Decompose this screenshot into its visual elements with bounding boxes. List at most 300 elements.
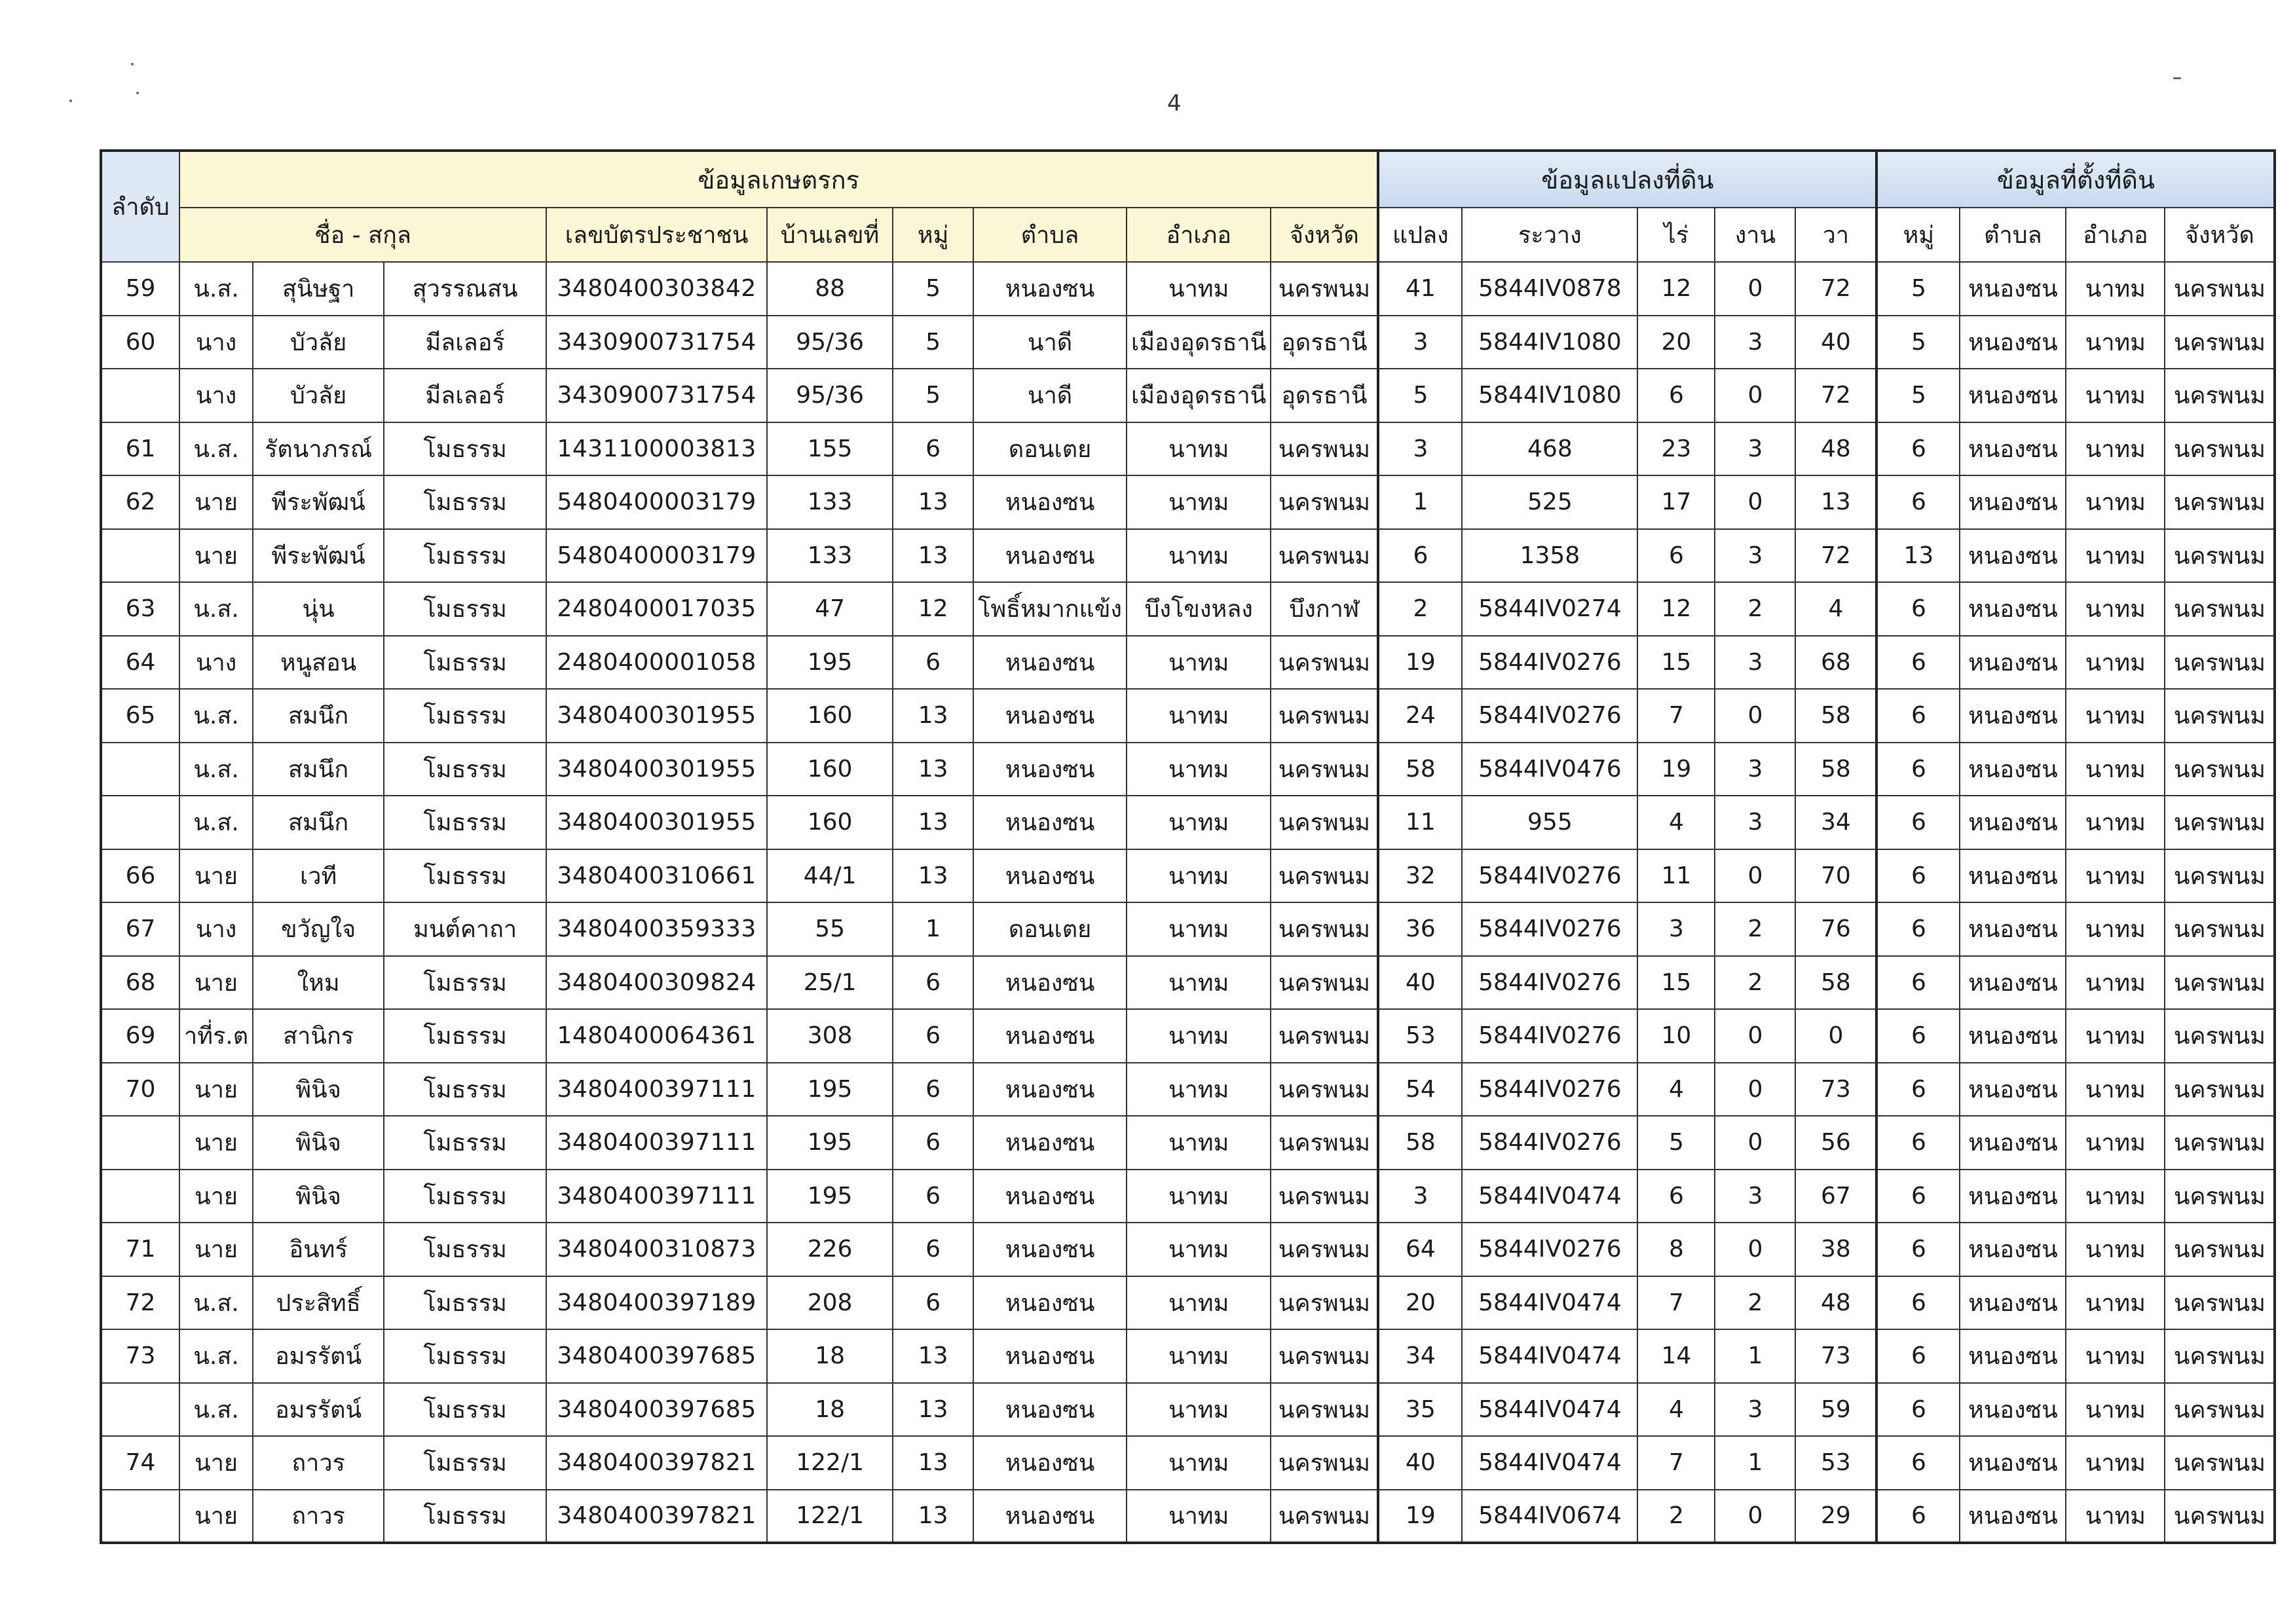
cell-first-name: อมรรัตน์ — [253, 1383, 384, 1437]
cell-title: น.ส. — [179, 1276, 253, 1330]
cell-plot: 58 — [1378, 1116, 1462, 1170]
cell-title: นาย — [179, 529, 253, 583]
cell-plot: 40 — [1378, 956, 1462, 1010]
cell-wa: 72 — [1795, 262, 1876, 316]
cell-plot: 34 — [1378, 1329, 1462, 1383]
cell-tambon: ดอนเตย — [973, 422, 1127, 476]
cell-house-no: 195 — [767, 636, 893, 690]
cell-first-name: บัวลัย — [253, 369, 384, 422]
cell-ngan: 2 — [1715, 582, 1795, 636]
cell-rai: 11 — [1637, 849, 1715, 903]
cell-ngan: 0 — [1715, 475, 1795, 529]
cell-first-name: พินิจ — [253, 1063, 384, 1116]
cell-amphoe: นาทม — [1127, 475, 1271, 529]
cell-province: นครพนม — [1271, 636, 1378, 690]
cell-rai: 14 — [1637, 1329, 1715, 1383]
cell-moo: 5 — [893, 316, 973, 369]
cell-ngan: 1 — [1715, 1436, 1795, 1490]
cell-loc-moo: 6 — [1876, 849, 1960, 903]
cell-title: นาย — [179, 1436, 253, 1490]
table-row — [101, 1383, 2275, 1437]
cell-tambon: หนองซน — [973, 1170, 1127, 1223]
cell-seq: 64 — [101, 636, 179, 690]
cell-loc-amphoe: นาทม — [2066, 1436, 2165, 1490]
cell-id-card: 3480400301955 — [546, 796, 767, 849]
cell-sheet: 5844IV0474 — [1462, 1436, 1637, 1490]
cell-loc-tambon: หนองซน — [1960, 262, 2066, 316]
cell-moo: 12 — [893, 582, 973, 636]
cell-moo: 13 — [893, 475, 973, 529]
cell-moo: 6 — [893, 1170, 973, 1223]
cell-loc-tambon: หนองซน — [1960, 796, 2066, 849]
cell-seq — [101, 743, 179, 796]
cell-amphoe: เมืองอุดรธานี — [1127, 316, 1271, 369]
table-row — [101, 475, 2275, 529]
cell-seq — [101, 796, 179, 849]
cell-moo: 6 — [893, 1223, 973, 1276]
cell-amphoe: เมืองอุดรธานี — [1127, 369, 1271, 422]
cell-house-no: 47 — [767, 582, 893, 636]
cell-first-name: สมนึก — [253, 796, 384, 849]
header-seq: ลำดับ — [101, 151, 179, 262]
cell-id-card: 3480400397685 — [546, 1383, 767, 1437]
cell-moo: 6 — [893, 636, 973, 690]
cell-ngan: 3 — [1715, 529, 1795, 583]
cell-ngan: 0 — [1715, 369, 1795, 422]
cell-sheet: 525 — [1462, 475, 1637, 529]
cell-rai: 20 — [1637, 316, 1715, 369]
cell-moo: 6 — [893, 956, 973, 1010]
cell-loc-amphoe: นาทม — [2066, 796, 2165, 849]
header-tambon: ตำบล — [973, 208, 1127, 262]
table-row — [101, 582, 2275, 636]
cell-amphoe: นาทม — [1127, 1170, 1271, 1223]
cell-house-no: 122/1 — [767, 1490, 893, 1543]
cell-sheet: 5844IV0276 — [1462, 1009, 1637, 1063]
cell-amphoe: นาทม — [1127, 1063, 1271, 1116]
cell-first-name: อมรรัตน์ — [253, 1329, 384, 1383]
cell-loc-tambon: หนองซน — [1960, 1009, 2066, 1063]
table-row — [101, 1223, 2275, 1276]
cell-moo: 13 — [893, 1436, 973, 1490]
cell-amphoe: นาทม — [1127, 796, 1271, 849]
cell-wa: 70 — [1795, 849, 1876, 903]
table-row — [101, 796, 2275, 849]
cell-wa: 58 — [1795, 689, 1876, 743]
cell-loc-tambon: หนองซน — [1960, 1329, 2066, 1383]
cell-loc-amphoe: นาทม — [2066, 1329, 2165, 1383]
cell-first-name: ใหม — [253, 956, 384, 1010]
cell-ngan: 1 — [1715, 1329, 1795, 1383]
header-loc-moo: หมู่ — [1876, 208, 1960, 262]
cell-last-name: โมธรรม — [384, 956, 546, 1010]
cell-id-card: 2480400017035 — [546, 582, 767, 636]
cell-id-card: 3480400310873 — [546, 1223, 767, 1276]
cell-loc-tambon: หนองซน — [1960, 902, 2066, 956]
cell-moo: 6 — [893, 1116, 973, 1170]
cell-amphoe: นาทม — [1127, 1490, 1271, 1543]
table-row — [101, 636, 2275, 690]
cell-moo: 6 — [893, 422, 973, 476]
cell-rai: 7 — [1637, 689, 1715, 743]
cell-amphoe: นาทม — [1127, 689, 1271, 743]
cell-last-name: โมธรรม — [384, 1223, 546, 1276]
cell-loc-amphoe: นาทม — [2066, 422, 2165, 476]
cell-ngan: 0 — [1715, 1116, 1795, 1170]
table-row — [101, 1009, 2275, 1063]
cell-title: น.ส. — [179, 422, 253, 476]
cell-loc-moo: 6 — [1876, 1490, 1960, 1543]
cell-first-name: สานิกร — [253, 1009, 384, 1063]
cell-title: นาง — [179, 316, 253, 369]
cell-rai: 4 — [1637, 796, 1715, 849]
farmer-land-table — [100, 149, 2276, 1544]
cell-moo: 6 — [893, 1063, 973, 1116]
cell-moo: 5 — [893, 369, 973, 422]
cell-tambon: หนองซน — [973, 743, 1127, 796]
cell-sheet: 5844IV1080 — [1462, 316, 1637, 369]
table-row — [101, 1063, 2275, 1116]
cell-tambon: นาดี — [973, 316, 1127, 369]
cell-amphoe: นาทม — [1127, 1436, 1271, 1490]
table-row — [101, 956, 2275, 1010]
cell-loc-moo: 6 — [1876, 1116, 1960, 1170]
cell-wa: 72 — [1795, 369, 1876, 422]
cell-loc-amphoe: นาทม — [2066, 636, 2165, 690]
header-plot-group: ข้อมูลแปลงที่ดิน — [1378, 151, 1876, 208]
cell-loc-province: นครพนม — [2165, 1009, 2275, 1063]
cell-title: นาย — [179, 1170, 253, 1223]
table-row — [101, 369, 2275, 422]
cell-sheet: 5844IV0878 — [1462, 262, 1637, 316]
header-ngan: งาน — [1715, 208, 1795, 262]
cell-rai: 15 — [1637, 636, 1715, 690]
cell-loc-amphoe: นาทม — [2066, 1490, 2165, 1543]
cell-tambon: หนองซน — [973, 1329, 1127, 1383]
cell-loc-amphoe: นาทม — [2066, 1009, 2165, 1063]
table-row — [101, 743, 2275, 796]
cell-ngan: 3 — [1715, 1170, 1795, 1223]
cell-loc-tambon: หนองซน — [1960, 1490, 2066, 1543]
cell-sheet: 5844IV1080 — [1462, 369, 1637, 422]
header-name: ชื่อ - สกุล — [179, 208, 546, 262]
cell-loc-province: นครพนม — [2165, 1329, 2275, 1383]
cell-id-card: 3480400397189 — [546, 1276, 767, 1330]
cell-last-name: โมธรรม — [384, 529, 546, 583]
cell-ngan: 0 — [1715, 1063, 1795, 1116]
cell-amphoe: นาทม — [1127, 262, 1271, 316]
cell-loc-tambon: หนองซน — [1960, 689, 2066, 743]
cell-wa: 34 — [1795, 796, 1876, 849]
cell-moo: 13 — [893, 529, 973, 583]
cell-tambon: หนองซน — [973, 1009, 1127, 1063]
cell-wa: 13 — [1795, 475, 1876, 529]
cell-last-name: โมธรรม — [384, 475, 546, 529]
cell-moo: 1 — [893, 902, 973, 956]
cell-house-no: 133 — [767, 475, 893, 529]
cell-loc-amphoe: นาทม — [2066, 262, 2165, 316]
cell-sheet: 5844IV0276 — [1462, 689, 1637, 743]
cell-loc-moo: 6 — [1876, 1383, 1960, 1437]
cell-loc-province: นครพนม — [2165, 1170, 2275, 1223]
cell-title: น.ส. — [179, 582, 253, 636]
cell-tambon: หนองซน — [973, 1490, 1127, 1543]
cell-loc-amphoe: นาทม — [2066, 1276, 2165, 1330]
cell-first-name: สมนึก — [253, 689, 384, 743]
cell-id-card: 3480400397685 — [546, 1329, 767, 1383]
cell-loc-tambon: หนองซน — [1960, 1383, 2066, 1437]
cell-seq: 62 — [101, 475, 179, 529]
cell-seq: 59 — [101, 262, 179, 316]
header-plot: แปลง — [1378, 208, 1462, 262]
cell-amphoe: นาทม — [1127, 849, 1271, 903]
cell-last-name: สุวรรณสน — [384, 262, 546, 316]
scan-speck — [2173, 77, 2181, 79]
cell-loc-tambon: หนองซน — [1960, 1170, 2066, 1223]
cell-id-card: 5480400003179 — [546, 529, 767, 583]
cell-amphoe: นาทม — [1127, 529, 1271, 583]
cell-ngan: 3 — [1715, 316, 1795, 369]
cell-wa: 73 — [1795, 1329, 1876, 1383]
cell-title: นาย — [179, 475, 253, 529]
cell-province: บึงกาฬ — [1271, 582, 1378, 636]
cell-amphoe: นาทม — [1127, 422, 1271, 476]
cell-loc-moo: 6 — [1876, 1223, 1960, 1276]
cell-province: นครพนม — [1271, 1116, 1378, 1170]
header-id-card: เลขบัตรประชาชน — [546, 208, 767, 262]
cell-loc-province: นครพนม — [2165, 316, 2275, 369]
table-row — [101, 1436, 2275, 1490]
cell-rai: 6 — [1637, 1170, 1715, 1223]
cell-sheet: 5844IV0276 — [1462, 1223, 1637, 1276]
cell-province: นครพนม — [1271, 1063, 1378, 1116]
cell-loc-amphoe: นาทม — [2066, 475, 2165, 529]
cell-id-card: 2480400001058 — [546, 636, 767, 690]
cell-loc-amphoe: นาทม — [2066, 956, 2165, 1010]
cell-moo: 6 — [893, 1276, 973, 1330]
cell-title: นาย — [179, 1223, 253, 1276]
cell-amphoe: นาทม — [1127, 743, 1271, 796]
cell-id-card: 3480400301955 — [546, 743, 767, 796]
cell-loc-province: นครพนม — [2165, 1276, 2275, 1330]
cell-loc-province: นครพนม — [2165, 796, 2275, 849]
cell-rai: 5 — [1637, 1116, 1715, 1170]
cell-house-no: 88 — [767, 262, 893, 316]
cell-id-card: 1480400064361 — [546, 1009, 767, 1063]
cell-loc-moo: 6 — [1876, 475, 1960, 529]
cell-title: นาง — [179, 369, 253, 422]
cell-amphoe: นาทม — [1127, 902, 1271, 956]
cell-house-no: 226 — [767, 1223, 893, 1276]
cell-moo: 13 — [893, 849, 973, 903]
cell-seq — [101, 1490, 179, 1543]
cell-sheet: 5844IV0276 — [1462, 1063, 1637, 1116]
cell-plot: 36 — [1378, 902, 1462, 956]
cell-province: นครพนม — [1271, 1170, 1378, 1223]
cell-amphoe: นาทม — [1127, 956, 1271, 1010]
cell-sheet: 5844IV0276 — [1462, 849, 1637, 903]
cell-loc-tambon: หนองซน — [1960, 636, 2066, 690]
cell-loc-moo: 6 — [1876, 956, 1960, 1010]
cell-rai: 8 — [1637, 1223, 1715, 1276]
cell-id-card: 3480400397111 — [546, 1116, 767, 1170]
cell-province: นครพนม — [1271, 849, 1378, 903]
cell-plot: 20 — [1378, 1276, 1462, 1330]
cell-ngan: 0 — [1715, 689, 1795, 743]
cell-seq: 72 — [101, 1276, 179, 1330]
cell-wa: 0 — [1795, 1009, 1876, 1063]
cell-wa: 48 — [1795, 1276, 1876, 1330]
cell-province: นครพนม — [1271, 1383, 1378, 1437]
cell-tambon: หนองซน — [973, 1063, 1127, 1116]
cell-rai: 6 — [1637, 369, 1715, 422]
cell-tambon: หนองซน — [973, 636, 1127, 690]
cell-loc-province: นครพนม — [2165, 582, 2275, 636]
cell-first-name: ถาวร — [253, 1490, 384, 1543]
cell-loc-moo: 6 — [1876, 1063, 1960, 1116]
cell-id-card: 3480400397111 — [546, 1063, 767, 1116]
cell-loc-tambon: หนองซน — [1960, 582, 2066, 636]
table-row — [101, 1170, 2275, 1223]
cell-first-name: ประสิทธิ์ — [253, 1276, 384, 1330]
cell-loc-province: นครพนม — [2165, 1436, 2275, 1490]
cell-title: น.ส. — [179, 689, 253, 743]
cell-loc-moo: 6 — [1876, 1276, 1960, 1330]
cell-id-card: 3480400303842 — [546, 262, 767, 316]
cell-loc-amphoe: นาทม — [2066, 689, 2165, 743]
cell-seq: 60 — [101, 316, 179, 369]
cell-id-card: 3430900731754 — [546, 369, 767, 422]
cell-house-no: 160 — [767, 689, 893, 743]
cell-seq: 71 — [101, 1223, 179, 1276]
cell-id-card: 3480400309824 — [546, 956, 767, 1010]
cell-amphoe: นาทม — [1127, 1329, 1271, 1383]
cell-loc-province: นครพนม — [2165, 1063, 2275, 1116]
cell-sheet: 5844IV0674 — [1462, 1490, 1637, 1543]
cell-first-name: พีระพัฒน์ — [253, 529, 384, 583]
header-loc-amphoe: อำเภอ — [2066, 208, 2165, 262]
cell-id-card: 3480400310661 — [546, 849, 767, 903]
cell-sheet: 5844IV0474 — [1462, 1170, 1637, 1223]
cell-first-name: อินทร์ — [253, 1223, 384, 1276]
cell-province: นครพนม — [1271, 956, 1378, 1010]
cell-wa: 59 — [1795, 1383, 1876, 1437]
cell-rai: 23 — [1637, 422, 1715, 476]
cell-seq: 68 — [101, 956, 179, 1010]
cell-loc-moo: 5 — [1876, 316, 1960, 369]
cell-title: น.ส. — [179, 743, 253, 796]
cell-house-no: 44/1 — [767, 849, 893, 903]
cell-wa: 58 — [1795, 743, 1876, 796]
cell-moo: 13 — [893, 1383, 973, 1437]
cell-loc-province: นครพนม — [2165, 1383, 2275, 1437]
cell-house-no: 208 — [767, 1276, 893, 1330]
cell-ngan: 0 — [1715, 1490, 1795, 1543]
table-row — [101, 422, 2275, 476]
cell-last-name: โมธรรม — [384, 1170, 546, 1223]
cell-id-card: 3430900731754 — [546, 316, 767, 369]
cell-house-no: 18 — [767, 1329, 893, 1383]
cell-province: นครพนม — [1271, 475, 1378, 529]
cell-loc-province: นครพนม — [2165, 1490, 2275, 1543]
cell-wa: 68 — [1795, 636, 1876, 690]
cell-plot: 2 — [1378, 582, 1462, 636]
cell-seq: 63 — [101, 582, 179, 636]
table-row — [101, 902, 2275, 956]
header-sheet: ระวาง — [1462, 208, 1637, 262]
cell-loc-tambon: หนองซน — [1960, 1063, 2066, 1116]
cell-loc-tambon: หนองซน — [1960, 316, 2066, 369]
cell-id-card: 1431100003813 — [546, 422, 767, 476]
cell-plot: 53 — [1378, 1009, 1462, 1063]
cell-tambon: ดอนเตย — [973, 902, 1127, 956]
cell-first-name: รัตนาภรณ์ — [253, 422, 384, 476]
cell-amphoe: นาทม — [1127, 1116, 1271, 1170]
cell-loc-amphoe: นาทม — [2066, 849, 2165, 903]
cell-loc-moo: 6 — [1876, 689, 1960, 743]
cell-rai: 19 — [1637, 743, 1715, 796]
cell-province: อุดรธานี — [1271, 316, 1378, 369]
cell-first-name: พินิจ — [253, 1116, 384, 1170]
cell-sheet: 5844IV0474 — [1462, 1276, 1637, 1330]
cell-last-name: โมธรรม — [384, 849, 546, 903]
cell-ngan: 2 — [1715, 902, 1795, 956]
cell-loc-amphoe: นาทม — [2066, 1170, 2165, 1223]
cell-loc-moo: 6 — [1876, 796, 1960, 849]
cell-loc-province: นครพนม — [2165, 1116, 2275, 1170]
header-loc-tambon: ตำบล — [1960, 208, 2066, 262]
cell-first-name: สมนึก — [253, 743, 384, 796]
cell-tambon: หนองซน — [973, 796, 1127, 849]
cell-wa: 76 — [1795, 902, 1876, 956]
cell-province: อุดรธานี — [1271, 369, 1378, 422]
cell-loc-tambon: หนองซน — [1960, 1223, 2066, 1276]
cell-loc-province: นครพนม — [2165, 743, 2275, 796]
cell-title: น.ส. — [179, 796, 253, 849]
cell-moo: 13 — [893, 796, 973, 849]
scan-speck — [69, 100, 72, 102]
cell-loc-amphoe: นาทม — [2066, 1063, 2165, 1116]
header-amphoe: อำเภอ — [1127, 208, 1271, 262]
cell-house-no: 160 — [767, 743, 893, 796]
cell-province: นครพนม — [1271, 902, 1378, 956]
cell-first-name: เวที — [253, 849, 384, 903]
cell-house-no: 18 — [767, 1383, 893, 1437]
cell-last-name: โมธรรม — [384, 422, 546, 476]
cell-loc-tambon: หนองซน — [1960, 369, 2066, 422]
cell-amphoe: นาทม — [1127, 1383, 1271, 1437]
cell-rai: 12 — [1637, 262, 1715, 316]
header-location-group: ข้อมูลที่ตั้งที่ดิน — [1876, 151, 2275, 208]
cell-province: นครพนม — [1271, 1329, 1378, 1383]
cell-loc-tambon: หนองซน — [1960, 1116, 2066, 1170]
cell-loc-province: นครพนม — [2165, 636, 2275, 690]
cell-sheet: 468 — [1462, 422, 1637, 476]
cell-moo: 6 — [893, 1009, 973, 1063]
cell-last-name: มีลเลอร์ — [384, 316, 546, 369]
cell-first-name: ขวัญใจ — [253, 902, 384, 956]
cell-rai: 15 — [1637, 956, 1715, 1010]
cell-loc-amphoe: นาทม — [2066, 1116, 2165, 1170]
cell-loc-amphoe: นาทม — [2066, 902, 2165, 956]
cell-tambon: หนองซน — [973, 262, 1127, 316]
cell-loc-tambon: หนองซน — [1960, 422, 2066, 476]
cell-amphoe: นาทม — [1127, 636, 1271, 690]
cell-plot: 35 — [1378, 1383, 1462, 1437]
cell-loc-amphoe: นาทม — [2066, 529, 2165, 583]
cell-plot: 54 — [1378, 1063, 1462, 1116]
cell-wa: 48 — [1795, 422, 1876, 476]
